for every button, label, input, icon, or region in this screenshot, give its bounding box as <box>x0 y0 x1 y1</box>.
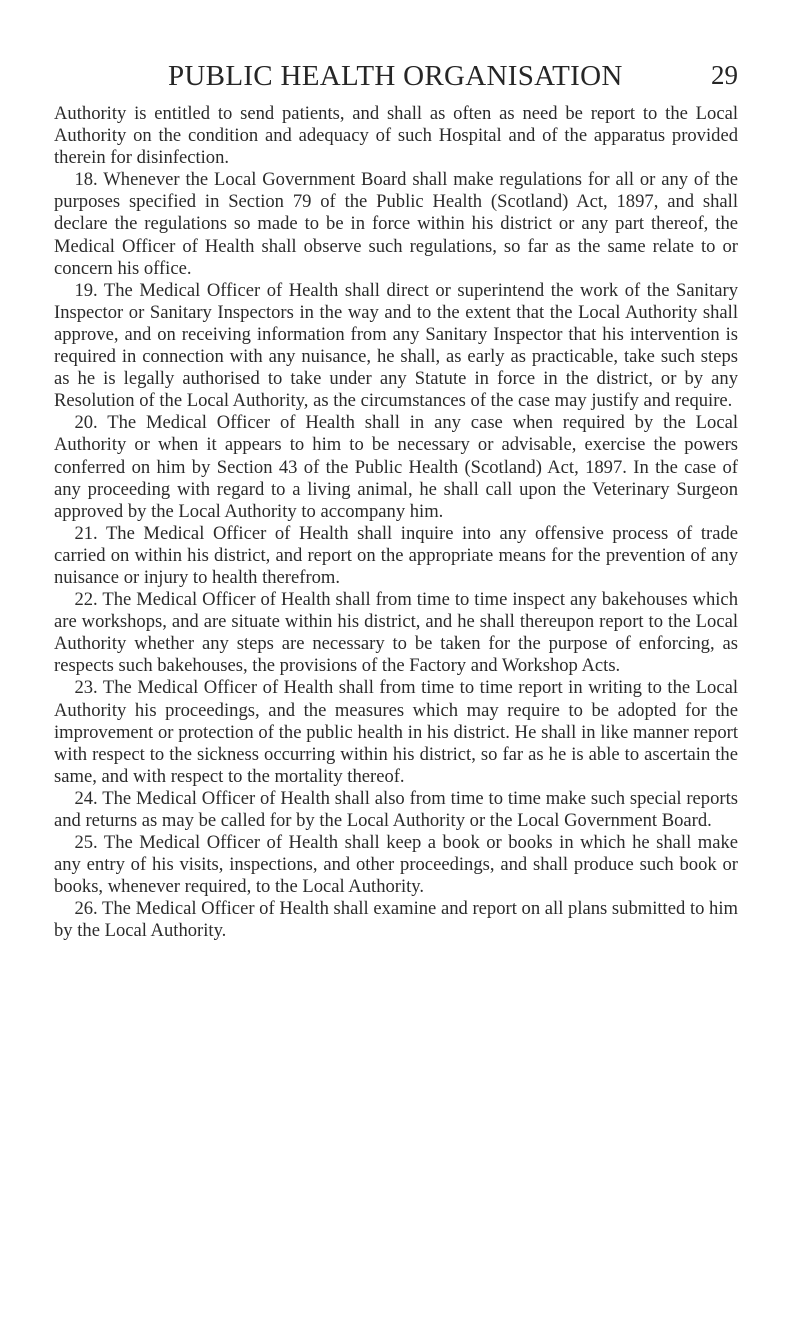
running-title: PUBLIC HEALTH ORGANISATION <box>168 60 623 92</box>
paragraph-26: 26. The Medical Officer of Health shall examine and report on all plans submitted to him by the Local Authority. <box>54 898 738 942</box>
paragraph-18: 18. Whenever the Local Government Board shall make regulations for all or any of the purposes specified in Section 79 of the Public Health (Scotland) Act, 1897, and shall declare the regulations so made to be in force within his district or any part thereof, the Medical Officer of Health shall observe such regulations, so far as the same relate to or concern his office. <box>54 169 738 279</box>
page-number: 29 <box>711 60 738 90</box>
paragraph-continuation: Authority is entitled to send patients, and shall as often as need be report to the Local Authority on the condition and adequacy of such Hospital and of the apparatus provided therein for disinfection. <box>54 103 738 169</box>
paragraph-19: 19. The Medical Officer of Health shall direct or superintend the work of the Sanitary Inspector or Sanitary Inspectors in the way and to the extent that the Local Authority shall approve, and on receiving information from any Sanitary Inspector that his intervention is required in connection with any nuisance, he shall, as early as practicable, take such steps as he is legally authorised to take under any Statute in force in the district, or by any Resolution of the Local Authority, as the circumstances of the case may justify and require. <box>54 279 738 412</box>
paragraph-22: 22. The Medical Officer of Health shall from time to time inspect any bakehouses which are workshops, and are situate within his district, and he shall thereupon report to the Local Authority whether any steps are necessary to be taken for the purpose of enforcing, as respects such bakehouses, the provisions of the Factory and Workshop Acts. <box>54 589 738 677</box>
paragraph-24: 24. The Medical Officer of Health shall also from time to time make such special reports and returns as may be called for by the Local Authority or the Local Government Board. <box>54 787 738 831</box>
body-text <box>54 103 738 943</box>
paragraph-20: 20. The Medical Officer of Health shall in any case when required by the Local Authority or when it appears to him to be necessary or advisable, exercise the powers conferred on him by Section 43 of the Public Health (Scotland) Act, 1897. In the case of any proceeding with regard to a living animal, he shall call upon the Veterinary Surgeon approved by the Local Authority to accompany him. <box>54 412 738 522</box>
paragraph-23: 23. The Medical Officer of Health shall from time to time report in writing to the Local Authority his proceedings, and the measures which may require to be adopted for the improvement or protection of the public health in his district. He shall in like manner report with respect to the sickness occurring within his district, so far as he is able to ascertain the same, and with respect to the mortality thereof. <box>54 677 738 787</box>
paragraph-25: 25. The Medical Officer of Health shall keep a book or books in which he shall make any entry of his visits, inspections, and other proceedings, and shall produce such book or books, whenever required, to the Local Authority. <box>54 832 738 898</box>
page-header <box>168 60 738 96</box>
paragraph-21: 21. The Medical Officer of Health shall inquire into any offensive process of trade carried on within his district, and report on the appropriate means for the prevention of any nuisance or injury to health therefrom. <box>54 522 738 588</box>
